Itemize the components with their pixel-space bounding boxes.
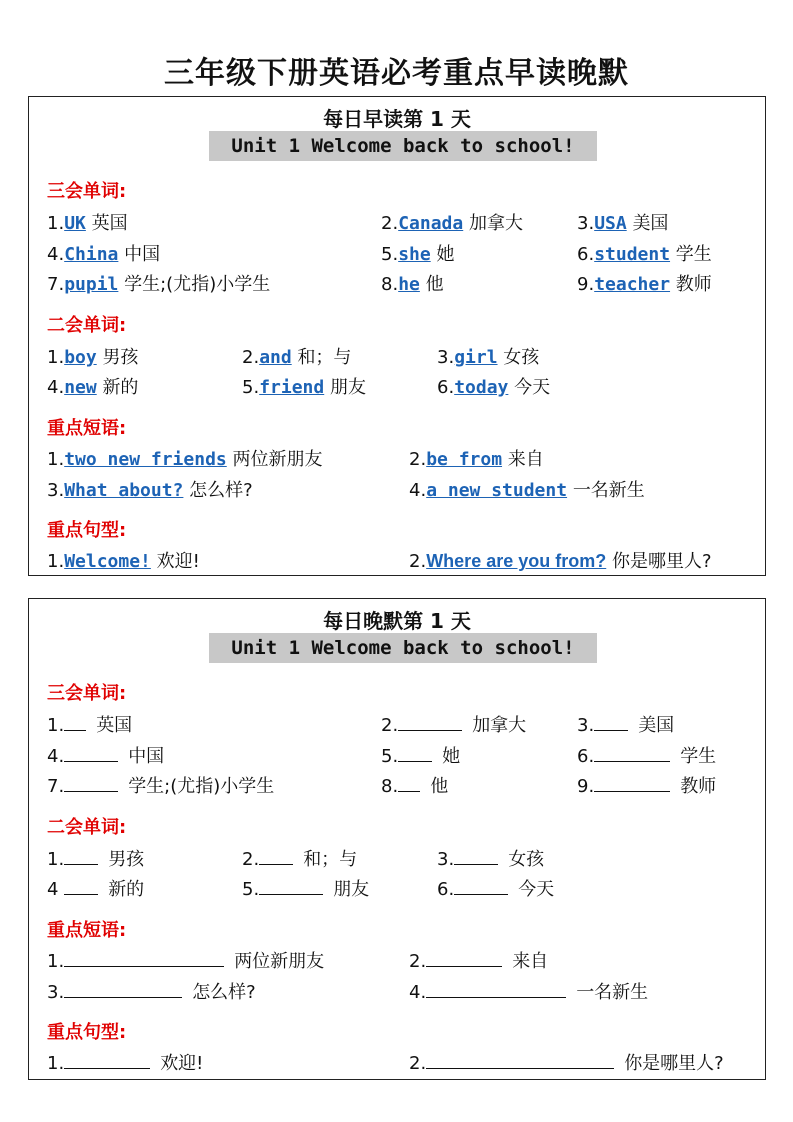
morning-section-key-phrases: 重点短语: [47, 418, 127, 439]
morning-phrase-item: 3.What about? 怎么样? [47, 480, 253, 501]
evening-blank-item: 4 新的 [47, 879, 145, 900]
morning-phrase-item: 2.be from 来自 [409, 449, 544, 470]
morning-word-item: 6.today 今天 [437, 377, 551, 398]
evening-section-key-sentences: 重点句型: [47, 1022, 127, 1043]
evening-dictation-panel [28, 598, 766, 1080]
morning-word-item: 2.and 和；与 [242, 347, 352, 368]
evening-blank-item: 3. 美国 [577, 715, 675, 736]
morning-section-two-skill-words: 二会单词: [47, 315, 127, 336]
morning-panel-title: 每日早读第 1 天 [323, 107, 471, 131]
evening-panel-title: 每日晚默第 1 天 [323, 609, 471, 633]
morning-section-three-skill-words: 三会单词: [47, 181, 127, 202]
morning-unit-banner: Unit 1 Welcome back to school! [209, 131, 597, 161]
evening-blank-item: 5. 朋友 [242, 879, 370, 900]
evening-unit-banner: Unit 1 Welcome back to school! [209, 633, 597, 663]
morning-reading-panel [28, 96, 766, 576]
evening-blank-item: 2. 你是哪里人? [409, 1053, 724, 1074]
evening-blank-item: 7. 学生;(尤指)小学生 [47, 776, 275, 797]
evening-blank-item: 5. 她 [381, 746, 461, 767]
evening-blank-item: 6. 学生 [577, 746, 717, 767]
evening-section-key-phrases: 重点短语: [47, 920, 127, 941]
evening-blank-item: 3. 女孩 [437, 849, 545, 870]
evening-section-three-skill-words: 三会单词: [47, 683, 127, 704]
morning-word-item: 9.teacher 教师 [577, 274, 712, 295]
evening-blank-item: 2. 来自 [409, 951, 549, 972]
morning-sentence-item: 2.Where are you from? 你是哪里人? [409, 551, 712, 572]
morning-word-item: 3.USA 美国 [577, 213, 669, 234]
evening-blank-item: 2. 和；与 [242, 849, 358, 870]
morning-word-item: 6.student 学生 [577, 244, 712, 265]
morning-phrase-item: 4.a new student 一名新生 [409, 480, 645, 501]
morning-word-item: 4.China 中国 [47, 244, 161, 265]
morning-word-item: 3.girl 女孩 [437, 347, 540, 368]
evening-blank-item: 1. 两位新朋友 [47, 951, 325, 972]
morning-sentence-item: 1.Welcome! 欢迎! [47, 551, 200, 572]
evening-blank-item: 8. 他 [381, 776, 449, 797]
evening-blank-item: 3. 怎么样? [47, 982, 256, 1003]
evening-blank-item: 2. 加拿大 [381, 715, 527, 736]
evening-blank-item: 9. 教师 [577, 776, 717, 797]
evening-blank-item: 1. 欢迎! [47, 1053, 204, 1074]
morning-word-item: 1.UK 英国 [47, 213, 128, 234]
morning-word-item: 2.Canada 加拿大 [381, 213, 523, 234]
evening-section-two-skill-words: 二会单词: [47, 817, 127, 838]
morning-word-item: 4.new 新的 [47, 377, 139, 398]
evening-blank-item: 4. 一名新生 [409, 982, 649, 1003]
morning-phrase-item: 1.two new friends 两位新朋友 [47, 449, 323, 470]
morning-word-item: 8.he 他 [381, 274, 444, 295]
morning-word-item: 5.she 她 [381, 244, 455, 265]
morning-section-key-sentences: 重点句型: [47, 520, 127, 541]
morning-word-item: 1.boy 男孩 [47, 347, 139, 368]
page-title: 三年级下册英语必考重点早读晚默 [164, 56, 629, 91]
evening-blank-item: 6. 今天 [437, 879, 555, 900]
morning-word-item: 7.pupil 学生;(尤指)小学生 [47, 274, 271, 295]
evening-blank-item: 1. 男孩 [47, 849, 145, 870]
evening-blank-item: 4. 中国 [47, 746, 165, 767]
evening-blank-item: 1. 英国 [47, 715, 133, 736]
morning-word-item: 5.friend 朋友 [242, 377, 366, 398]
